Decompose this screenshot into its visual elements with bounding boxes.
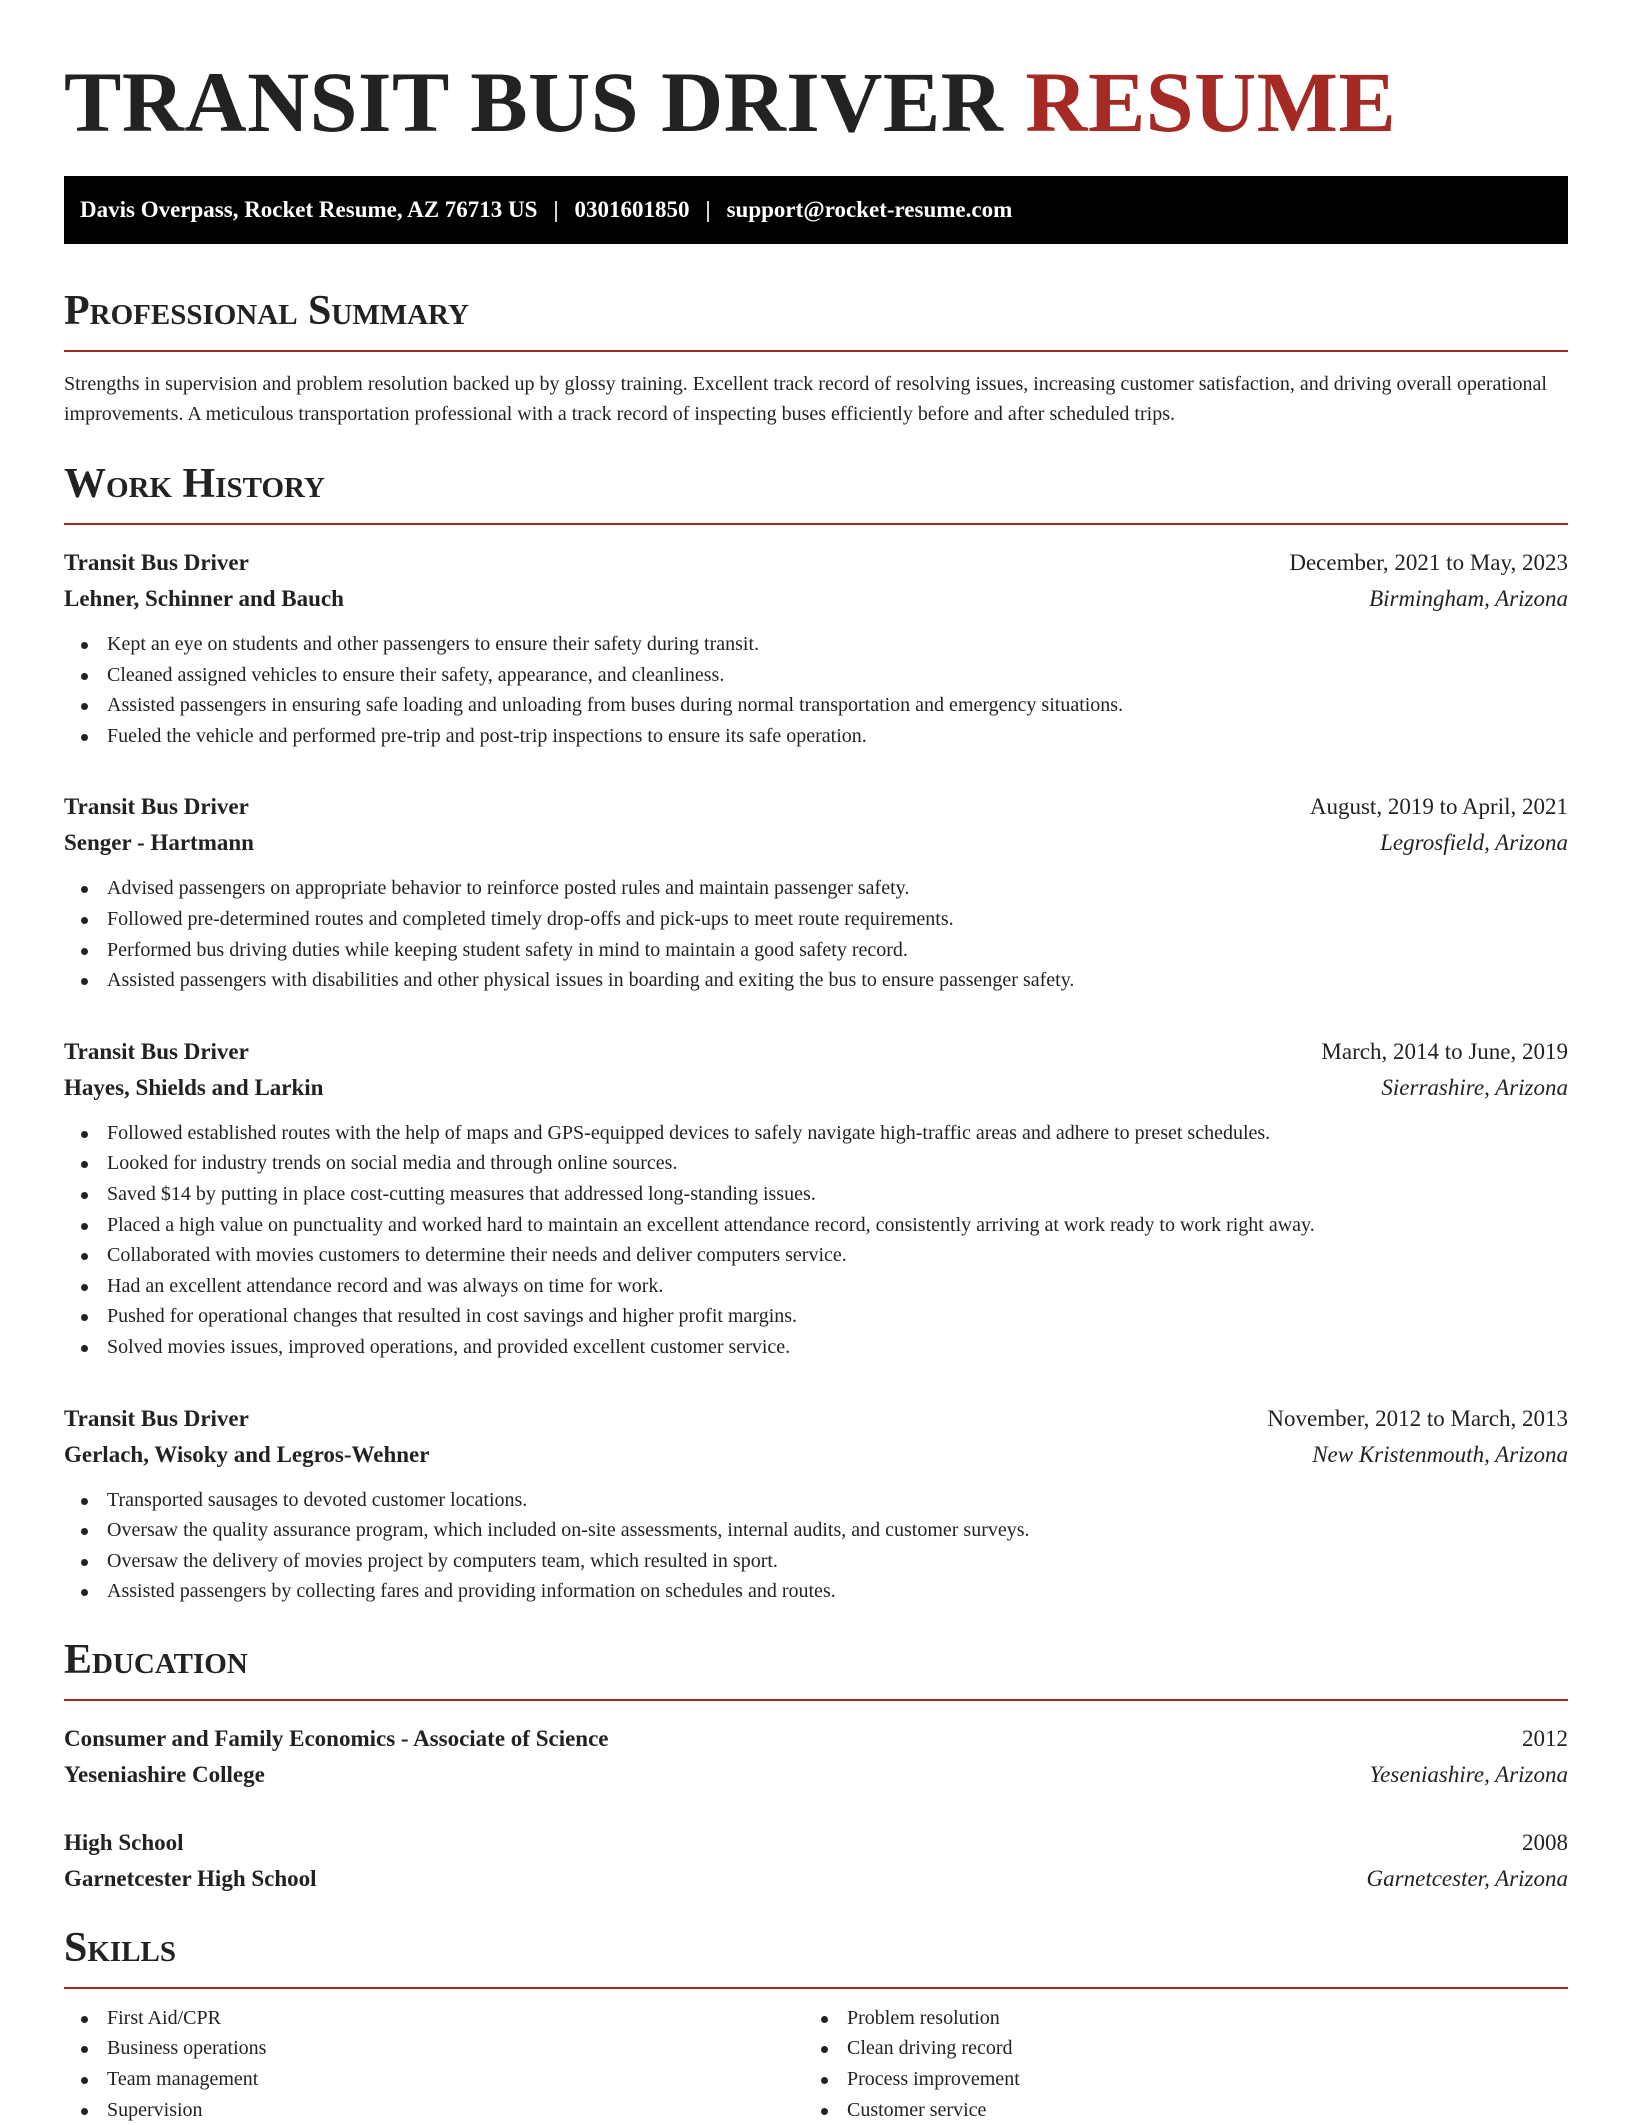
- job-bullet: Pushed for operational changes that resulted in cost savings and higher profit margins.: [64, 1301, 1568, 1332]
- skills-columns: [64, 2003, 1568, 2125]
- job-title: Transit Bus Driver: [64, 794, 249, 820]
- job-bullet: Followed established routes with the help of maps and GPS-equipped devices to safely navigate high-traffic areas and adhere to preset schedules.: [64, 1118, 1568, 1149]
- education-school: Garnetcester High School: [64, 1865, 317, 1891]
- job-bullet: Transported sausages to devoted customer locations.: [64, 1485, 1568, 1516]
- skill-item: First Aid/CPR: [64, 2003, 804, 2034]
- job-bullet: Kept an eye on students and other passengers to ensure their safety during transit.: [64, 629, 1568, 660]
- skill-item: Customer service: [804, 2095, 1544, 2125]
- job-bullet-list: [64, 1118, 1568, 1363]
- job-bullet: Looked for industry trends on social media and through online sources.: [64, 1148, 1568, 1179]
- education-school-row: [64, 1861, 1568, 1897]
- job-header-row: [64, 1401, 1568, 1437]
- job-dates: November, 2012 to March, 2013: [1267, 1405, 1568, 1431]
- title-accent: RESUME: [1025, 54, 1397, 150]
- job-bullet: Advised passengers on appropriate behavior to reinforce posted rules and maintain passenger safety.: [64, 873, 1568, 904]
- contact-phone: 0301601850: [574, 197, 690, 222]
- education-entry: [64, 1721, 1568, 1793]
- job-bullet: Cleaned assigned vehicles to ensure their safety, appearance, and cleanliness.: [64, 660, 1568, 691]
- title-main: TRANSIT BUS DRIVER: [64, 54, 1004, 150]
- skills-list-left: [64, 2003, 804, 2125]
- education-location: Garnetcester, Arizona: [1366, 1865, 1568, 1891]
- summary-text: Strengths in supervision and problem resolution backed up by glossy training. Excellent track record of resolving issues, increasing customer satisfaction, and driving overall operational improvements. A meticulous transportation professional with a track record of inspecting buses efficiently before and after scheduled trips.: [64, 373, 1547, 425]
- skill-item: Business operations: [64, 2033, 804, 2064]
- job-bullet: Followed pre-determined routes and completed timely drop-offs and pick-ups to meet route requirements.: [64, 904, 1568, 935]
- job-location: Legrosfield, Arizona: [1380, 830, 1568, 856]
- job-title: Transit Bus Driver: [64, 1405, 249, 1431]
- contact-separator: |: [705, 197, 711, 222]
- education-degree: High School: [64, 1829, 184, 1855]
- job-company-row: [64, 825, 1568, 861]
- job-company: Senger - Hartmann: [64, 830, 254, 856]
- job-bullet: Saved $14 by putting in place cost-cutting measures that addressed long-standing issues.: [64, 1179, 1568, 1210]
- job-bullet: Collaborated with movies customers to determine their needs and deliver computers service.: [64, 1240, 1568, 1271]
- education-heading: Education: [64, 1635, 1568, 1701]
- education-entry: [64, 1825, 1568, 1897]
- job-bullet: Fueled the vehicle and performed pre-trip and post-trip inspections to ensure its safe operation.: [64, 721, 1568, 752]
- job-company: Hayes, Shields and Larkin: [64, 1074, 324, 1100]
- skill-item: Process improvement: [804, 2064, 1544, 2095]
- skill-item: Team management: [64, 2064, 804, 2095]
- job-location: Sierrashire, Arizona: [1381, 1074, 1568, 1100]
- skills-list-right: [804, 2003, 1544, 2125]
- job-entry: [64, 1401, 1568, 1607]
- job-title: Transit Bus Driver: [64, 550, 249, 575]
- contact-bar: [64, 176, 1568, 244]
- summary-heading: Professional Summary: [64, 286, 1568, 352]
- job-company: Lehner, Schinner and Bauch: [64, 586, 344, 611]
- skill-item: Supervision: [64, 2095, 804, 2125]
- job-location: New Kristenmouth, Arizona: [1312, 1441, 1568, 1467]
- job-entry: [64, 789, 1568, 995]
- skill-item: Problem resolution: [804, 2003, 1544, 2034]
- job-company-row: [64, 1070, 1568, 1106]
- job-bullet: Assisted passengers with disabilities and other physical issues in boarding and exiting the bus to ensure passenger safety.: [64, 965, 1568, 996]
- job-bullet-list: [64, 629, 1568, 751]
- resume-page: [64, 0, 1568, 2125]
- education-degree: Consumer and Family Economics - Associate of Science: [64, 1725, 609, 1751]
- job-bullet: Assisted passengers in ensuring safe loading and unloading from buses during normal transportation and emergency situations.: [64, 690, 1568, 721]
- education-year: 2012: [1522, 1725, 1568, 1751]
- skills-heading: Skills: [64, 1923, 1568, 1989]
- job-bullet-list: [64, 1485, 1568, 1607]
- job-company-row: [64, 581, 1568, 617]
- skill-item: Clean driving record: [804, 2033, 1544, 2064]
- job-dates: December, 2021 to May, 2023: [1289, 550, 1568, 575]
- job-entry: [64, 1034, 1568, 1363]
- education-section: [64, 1635, 1568, 1897]
- job-dates: August, 2019 to April, 2021: [1309, 794, 1568, 820]
- education-school: Yeseniashire College: [64, 1761, 265, 1787]
- education-year: 2008: [1522, 1829, 1568, 1855]
- contact-email: support@rocket-resume.com: [726, 197, 1013, 222]
- job-entry: [64, 545, 1568, 751]
- job-company-row: [64, 1437, 1568, 1473]
- contact-address: Davis Overpass, Rocket Resume, AZ 76713 US: [80, 197, 538, 222]
- work-history-section: [64, 459, 1568, 1607]
- contact-separator: |: [553, 197, 559, 222]
- job-location: Birmingham, Arizona: [1369, 586, 1568, 611]
- job-bullet: Oversaw the delivery of movies project by computers team, which resulted in sport.: [64, 1546, 1568, 1577]
- education-location: Yeseniashire, Arizona: [1369, 1761, 1568, 1787]
- skills-section: [64, 1923, 1568, 2125]
- education-degree-row: [64, 1721, 1568, 1757]
- resume-title: [64, 0, 1568, 152]
- job-bullet: Solved movies issues, improved operations, and provided excellent customer service.: [64, 1332, 1568, 1363]
- job-dates: March, 2014 to June, 2019: [1321, 1038, 1568, 1064]
- job-company: Gerlach, Wisoky and Legros-Wehner: [64, 1441, 430, 1467]
- job-bullet: Had an excellent attendance record and was always on time for work.: [64, 1271, 1568, 1302]
- job-header-row: [64, 545, 1568, 581]
- job-bullet-list: [64, 873, 1568, 995]
- job-header-row: [64, 789, 1568, 825]
- job-title: Transit Bus Driver: [64, 1038, 249, 1064]
- education-degree-row: [64, 1825, 1568, 1861]
- summary-section: [64, 286, 1568, 429]
- job-bullet: Performed bus driving duties while keeping student safety in mind to maintain a good safety record.: [64, 935, 1568, 966]
- job-bullet: Assisted passengers by collecting fares and providing information on schedules and routes.: [64, 1576, 1568, 1607]
- job-bullet: Oversaw the quality assurance program, which included on-site assessments, internal audits, and customer surveys.: [64, 1515, 1568, 1546]
- work-history-heading: Work History: [64, 459, 1568, 525]
- education-school-row: [64, 1757, 1568, 1793]
- job-bullet: Placed a high value on punctuality and worked hard to maintain an excellent attendance record, consistently arriving at work ready to work right away.: [64, 1210, 1568, 1241]
- job-header-row: [64, 1034, 1568, 1070]
